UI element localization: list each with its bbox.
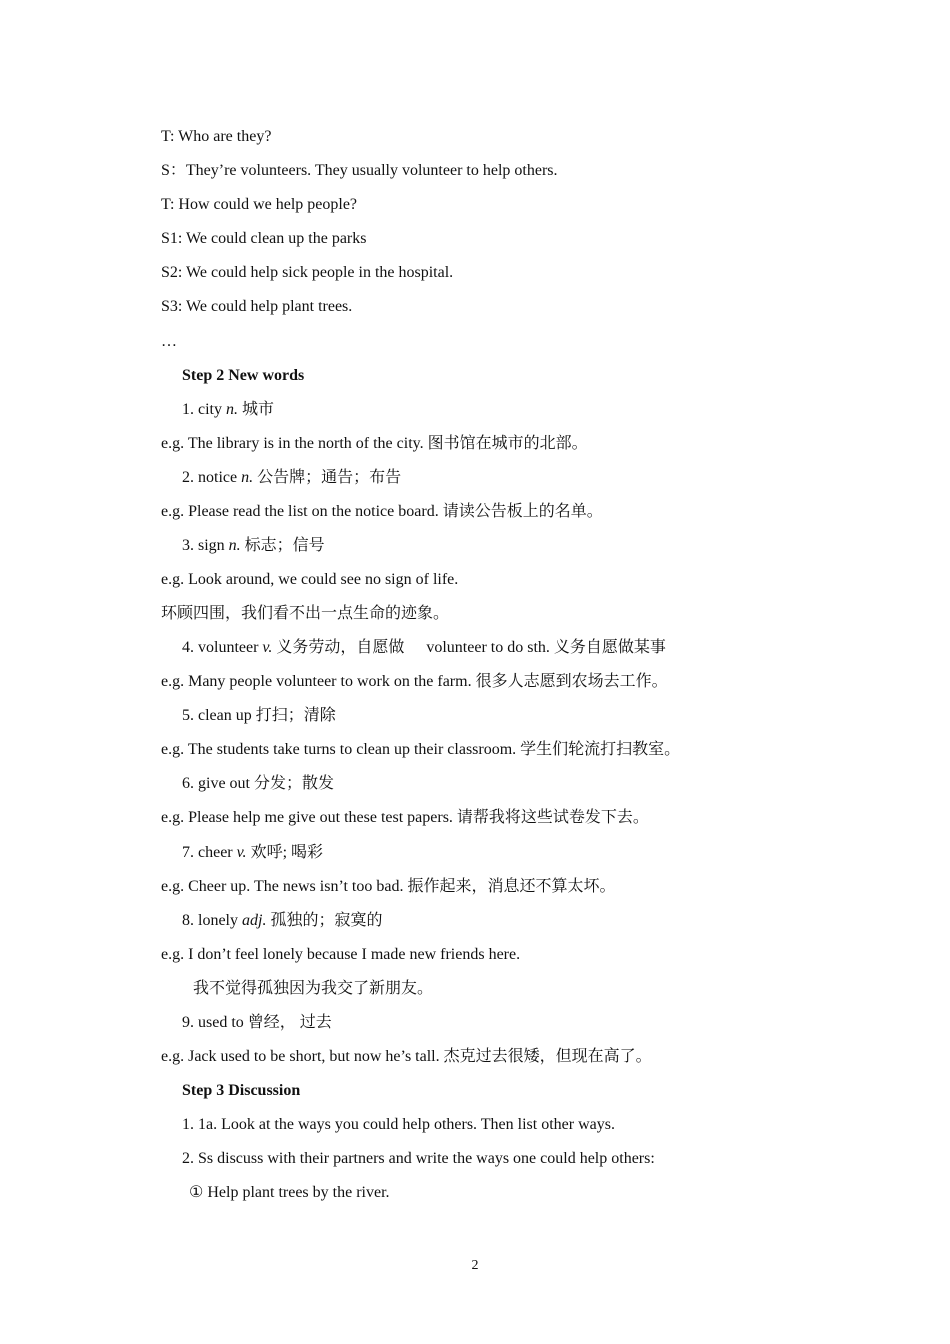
vocab-entry-city (182, 400, 274, 420)
vocab-meaning: 义务劳动，自愿做 (272, 639, 405, 656)
discussion-bullet: ① Help plant trees by the river. (189, 1184, 390, 1201)
vocab-example: e.g. Jack used to be short, but now he’s tall. 杰克过去很矮，但现在高了。 (161, 1048, 652, 1065)
vocab-meaning: 标志；信号 (240, 537, 325, 554)
vocab-entry-cheer (182, 843, 323, 863)
ellipsis: … (161, 333, 177, 350)
vocab-entry-notice (182, 468, 401, 488)
vocab-head: 2. notice (182, 469, 242, 486)
dialogue-line: S：They’re volunteers. They usually volunteer to help others. (161, 162, 558, 179)
vocab-entry-clean-up (182, 706, 336, 726)
vocab-meaning: 曾经， 过去 (247, 1014, 332, 1031)
vocab-example: e.g. Many people volunteer to work on the farm. 很多人志愿到农场去工作。 (161, 673, 668, 690)
vocab-meaning: 孤独的；寂寞的 (266, 912, 383, 929)
vocab-pos: n. (228, 537, 241, 554)
vocab-head: 7. cheer (182, 844, 237, 861)
vocab-pos: adj. (242, 912, 267, 929)
vocab-head: 9. used to (182, 1014, 248, 1031)
vocab-entry-used-to (182, 1013, 332, 1033)
discussion-item: 1. 1a. Look at the ways you could help others. Then list other ways. (182, 1116, 615, 1133)
vocab-example: e.g. Cheer up. The news isn’t too bad. 振作起来，消息还不算太坏。 (161, 878, 616, 895)
vocab-example: e.g. Look around, we could see no sign of life. (161, 571, 459, 588)
vocab-example: e.g. Please read the list on the notice board. 请读公告板上的名单。 (161, 503, 603, 520)
vocab-translation: 我不觉得孤独因为我交了新朋友。 (193, 980, 434, 997)
page-number: 2 (471, 1258, 479, 1273)
vocab-example: e.g. I don’t feel lonely because I made new friends here. (161, 946, 521, 963)
vocab-phrase: volunteer to do sth. 义务自愿做某事 (426, 639, 666, 656)
vocab-example: e.g. The library is in the north of the city. 图书馆在城市的北部。 (161, 435, 588, 452)
vocab-head: 5. clean up (182, 707, 256, 724)
vocab-meaning: 分发；散发 (254, 775, 335, 792)
vocab-entry-sign (182, 536, 325, 556)
vocab-translation: 环顾四围，我们看不出一点生命的迹象。 (161, 605, 450, 622)
step2-heading: Step 2 New words (182, 367, 305, 384)
dialogue-line: S2: We could help sick people in the hospital. (161, 264, 454, 281)
vocab-entry-lonely (182, 911, 382, 931)
dialogue-line: S1: We could clean up the parks (161, 230, 367, 247)
discussion-item: 2. Ss discuss with their partners and write the ways one could help others: (182, 1150, 655, 1167)
vocab-entry-give-out (182, 774, 334, 794)
vocab-example: e.g. Please help me give out these test papers. 请帮我将这些试卷发下去。 (161, 809, 649, 826)
vocab-meaning: 打扫；清除 (255, 707, 336, 724)
vocab-pos: n. (241, 469, 254, 486)
vocab-entry-volunteer (182, 638, 666, 658)
vocab-pos: n. (226, 401, 238, 418)
vocab-pos: v. (236, 844, 247, 861)
vocab-head: 8. lonely (182, 912, 242, 929)
dialogue-line: S3: We could help plant trees. (161, 298, 353, 315)
vocab-head: 4. volunteer (182, 639, 263, 656)
vocab-head: 6. give out (182, 775, 254, 792)
step3-heading: Step 3 Discussion (182, 1082, 301, 1099)
vocab-meaning: 公告牌；通告；布告 (253, 469, 402, 486)
dialogue-line: T: Who are they? (161, 128, 272, 145)
vocab-meaning: 欢呼; 喝彩 (246, 844, 324, 861)
vocab-pos: v. (262, 639, 273, 656)
vocab-example: e.g. The students take turns to clean up their classroom. 学生们轮流打扫教室。 (161, 741, 681, 758)
vocab-head: 3. sign (182, 537, 229, 554)
dialogue-line: T: How could we help people? (161, 196, 358, 213)
vocab-head: 1. city (182, 401, 226, 418)
vocab-meaning: 城市 (238, 401, 275, 418)
